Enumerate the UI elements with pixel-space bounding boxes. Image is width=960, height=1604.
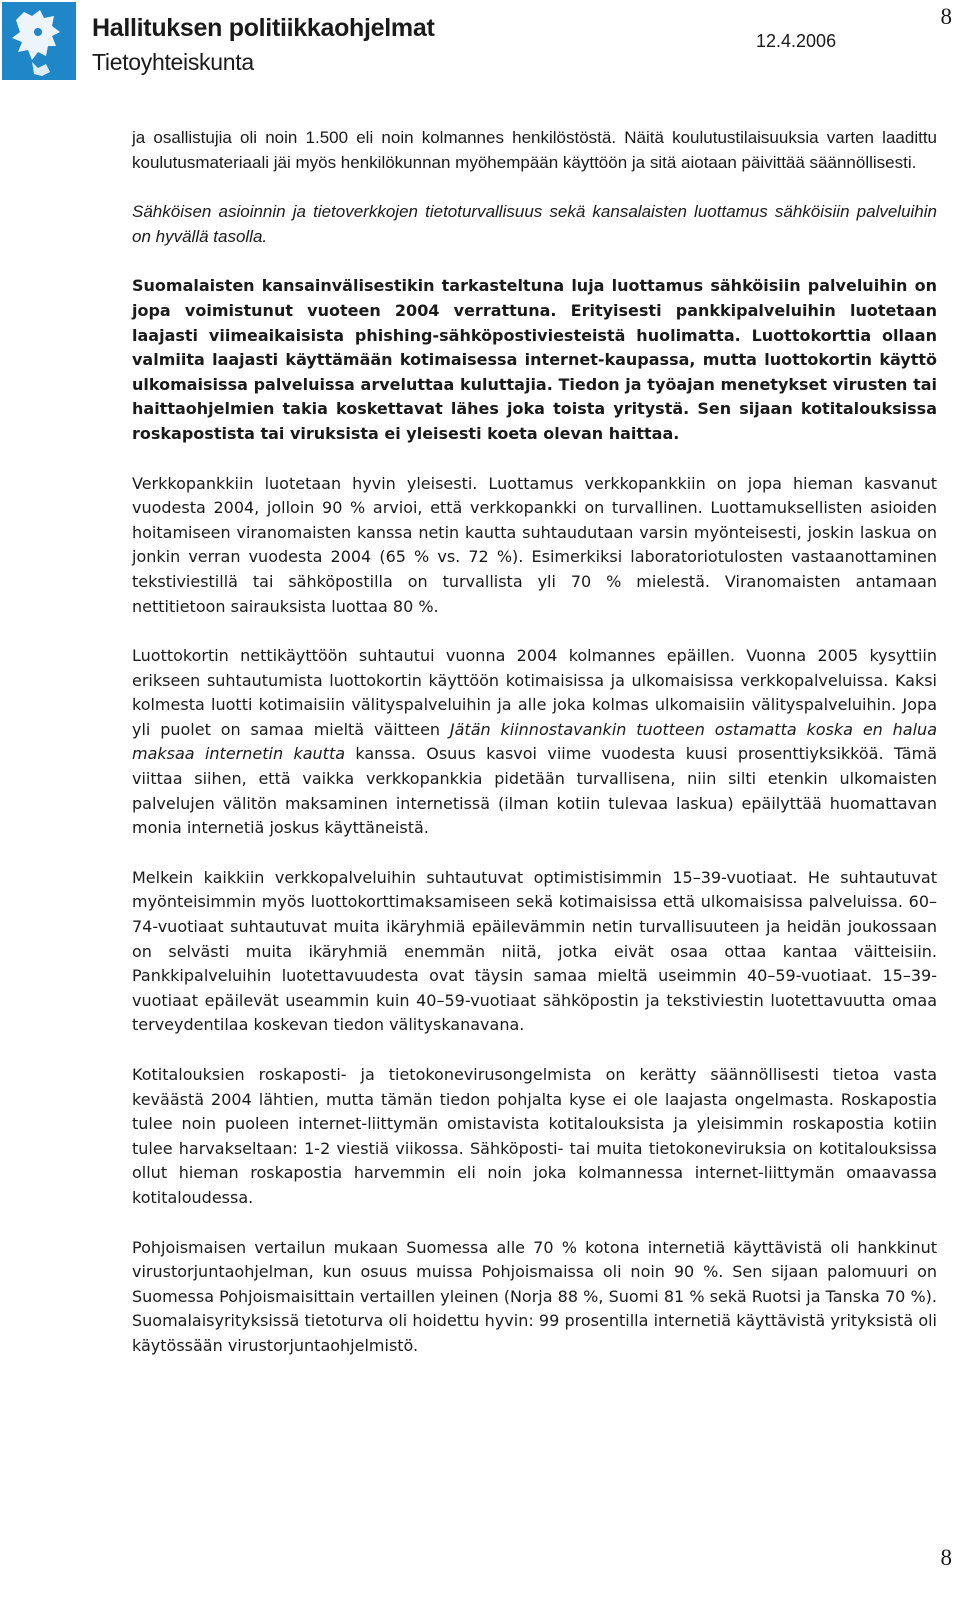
finnish-lion-emblem-icon — [2, 2, 76, 80]
paragraph-age-groups: Melkein kaikkiin verkkopalveluihin suhtautuvat optimistisimmin 15–39-vuotiaat. He suhtautuvat myönteisimmin myös luottokorttimaksamiseen sekä kotimaisissa että ulkomaisissa palveluissa. 60–74-vuotiaat suhtautuvat muita ikäryhmiä epäilevämmin netin turvallisuuteen ja heidän joukossaan on selvästi muita ikäryhmiä enemmän niitä, jotka eivät osaa ottaa kantaa väitteisiin. Pankkipalveluihin luotettavuudesta ovat täysin samaa mieltä useimmin 40–59-vuotiaat. 15–39-vuotiaat epäilevät useammin kuin 40–59-vuotiaat sähköpostin ja tekstiviestin luotettavuutta omaa terveydentilaa koskevan tiedon välityskanavana. — [132, 867, 937, 1035]
page-number-top: 8 — [940, 4, 952, 29]
paragraph-credit-card — [132, 644, 937, 841]
org-title: Hallituksen politiikkaohjelmat — [92, 14, 435, 42]
paragraph-spam-viruses: Kotitalouksien roskaposti- ja tietokonevirusongelmista on kerätty säännöllisesti tietoa vasta keväästä 2004 lähtien, mutta tämän tiedon pohjalta kyse ei ole laajasta ongelmasta. Roskapostia tulee noin puoleen internet-liittymän omistavista kotitalouksista ja yleisimmin roskapostia kotiin tulee harvakseltaan: 1-2 viestiä viikossa. Sähköposti- tai muita tietokoneviruksia on kotitalouksissa ollut hieman roskapostia harvemmin eli noin joka kolmannessa internet-liittymän omaavassa kotitaloudessa. — [132, 1065, 937, 1207]
page-number-bottom: 8 — [940, 1545, 952, 1570]
org-subtitle: Tietoyhteiskunta — [92, 49, 254, 75]
credit-card-text-start: Luottokortin nettikäyttöön suhtautui vuonna 2004 kolmannes epäillen. Vuonna 2005 kysyttiin erikseen suhtautumista luottokortin käyttöön kotimaisissa ja ulkomaisissa verkkopalveluissa. Kaksi kolmesta luotti kotimaisiin välityspalveluihin ja alle joka kolmas ulkomaisiin välityspalveluihin. Jopa yli puolet on samaa mieltä väitteen — [132, 646, 937, 739]
document-body — [132, 126, 937, 1384]
credit-card-quoted-statement: Jätän kiinnostavankin tuotteen ostamatta koska en halua maksaa internetin kautta — [132, 719, 938, 764]
paragraph-training: ja osallistujia oli noin 1.500 eli noin kolmannes henkilöstöstä. Näitä koulutustilaisuuksia varten laadittu koulutusmateriaali jäi myös henkilökunnan myöhempään käyttöön ja sitä aiotaan päivittää säännöllisesti. — [132, 128, 937, 172]
paragraph-summary-bold: Suomalaisten kansainvälisestikin tarkasteltuna luja luottamus sähköisiin palveluihin on jopa voimistunut vuoteen 2004 verrattuna. Erityisesti pankkipalveluihin luotetaan laajasti viimeaikaisista phishing-sähköpostiviesteistä huolimatta. Luottokorttia ollaan valmiita laajasti käyttämään kotimaisessa internet-kaupassa, mutta luottokortin käyttö ulkomaisissa palveluissa arveluttaa kuluttajia. Tiedon ja työajan menetykset virusten tai haittaohjelmien takia koskettavat lähes joka toista yritystä. Sen sijaan kotitalouksissa roskapostista tai viruksista ei yleisesti koeta olevan haittaa. — [132, 276, 937, 443]
paragraph-nordic-comparison: Pohjoismaisen vertailun mukaan Suomessa alle 70 % kotona internetiä käyttävistä oli hankkinut virustorjuntaohjelman, kun osuus muissa Pohjoismaissa oli noin 90 %. Sen sijaan palomuuri on Suomessa Pohjoismaisittain vertaillen yleinen (Norja 88 %, Suomi 81 % sekä Ruotsi ja Tanska 70 %). Suomalaisyrityksissä tietoturva oli hoidettu hyvin: 99 prosentilla internetiä käyttävistä yrityksistä oli käytössään virustorjuntaohjelmistö. — [132, 1237, 937, 1355]
paragraph-summary-italic: Sähköisen asioinnin ja tietoverkkojen tietoturvallisuus sekä kansalaisten luottamus sähköisiin palveluihin on hyvällä tasolla. — [132, 202, 937, 246]
credit-card-text-end: kanssa. Osuus kasvoi viime vuodesta kuusi prosenttiyksikköä. Tämä viittaa siihen, että vaikka verkkopankkia pidetään turvallisena, niin silti etenkin ulkomaisten palvelujen välitön maksaminen internetissä (ilman kotiin tulevaa laskua) epäilyttää huomattavan monia internetiä joskus käyttäneistä. — [132, 744, 938, 838]
paragraph-online-banking: Verkkopankkiin luotetaan hyvin yleisesti. Luottamus verkkopankkiin on jopa hieman kasvanut vuodesta 2004, jolloin 90 % arvioi, että verkkopankki on turvallinen. Luottamuksellisten asioiden hoitamiseen viranomaisten kanssa netin kautta suhtaudutaan varsin myönteisesti, joskin laskua on jonkin verran vuodesta 2004 (65 % vs. 72 %). Esimerkiksi laboratoriotulosten vastaanottaminen tekstiviestillä tai sähköpostilla on turvallista yli 70 % mielestä. Viranomaisten antamaan nettitietoon sairauksista luottaa 80 %. — [132, 473, 937, 616]
document-date: 12.4.2006 — [756, 31, 837, 51]
page-header — [0, 0, 960, 90]
